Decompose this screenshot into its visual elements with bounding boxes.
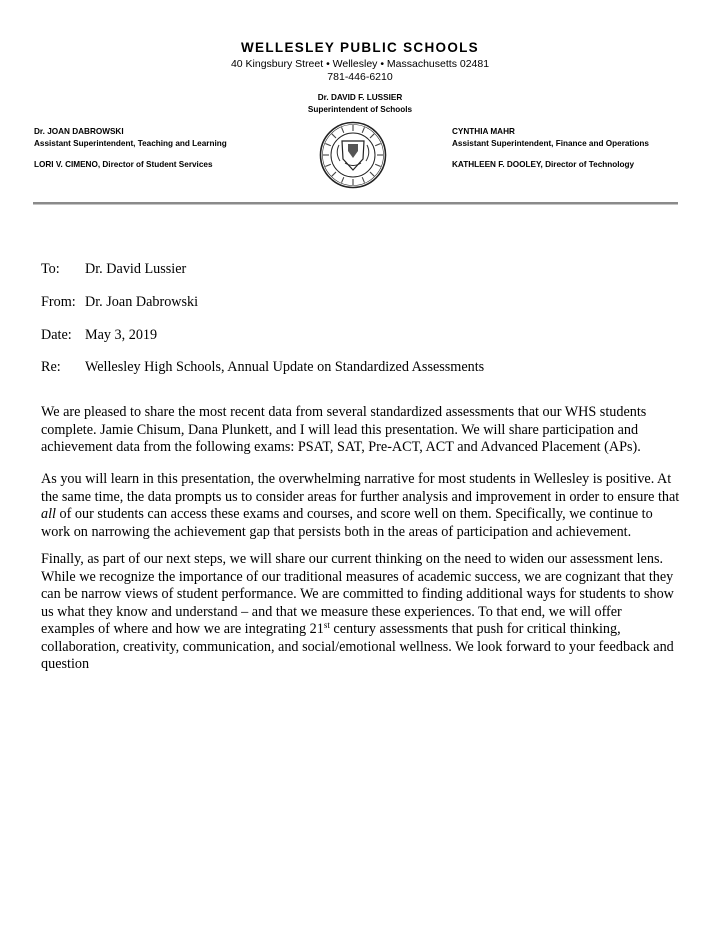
paragraph-line: collaboration, creativity, communication, and social/emotional wellness. We look forward to your feedback and xyxy=(41,638,674,655)
paragraph-line: We are pleased to share the most recent data from several standardized assessments that our WHS students xyxy=(41,404,647,420)
paragraph-line: achievement data from the following exams: PSAT, SAT, Pre-ACT, ACT and Advanced Placement (APs). xyxy=(41,439,641,455)
paragraph-line xyxy=(41,506,683,524)
memo-date-value: May 3, 2019 xyxy=(85,327,158,343)
staff-line-cimeno: LORI V. CIMENO, Director of Student Services xyxy=(34,160,213,169)
memo-from-value: Dr. Joan Dabrowski xyxy=(85,294,199,310)
memo-date xyxy=(41,327,157,344)
paragraph-line: can be narrow views of student performance. We are committed to finding additional ways for students to show xyxy=(41,586,674,602)
emphasis-all: all xyxy=(41,506,56,522)
staff-name-mahr: CYNTHIA MAHR xyxy=(452,127,515,136)
paragraph-line xyxy=(41,621,683,639)
paragraph-narrative xyxy=(41,471,683,541)
staff-line-dooley: KATHLEEN F. DOOLEY, Director of Technology xyxy=(452,160,635,169)
paragraph-line-start: examples of where and how we are integrating 21 xyxy=(41,621,324,637)
organization-name: WELLESLEY PUBLIC SCHOOLS xyxy=(241,40,479,55)
memo-to-value: Dr. David Lussier xyxy=(85,261,187,277)
memo-to-label: To: xyxy=(41,261,60,277)
memo-from-label: From: xyxy=(41,294,76,310)
organization-address: 40 Kingsbury Street • Wellesley • Massachusetts 02481 xyxy=(230,58,490,70)
memo-subject-value: Wellesley High Schools, Annual Update on Standardized Assessments xyxy=(85,359,485,375)
memo-date-label: Date: xyxy=(41,327,72,343)
paragraph-next-steps xyxy=(41,551,683,674)
paragraph-line: complete. Jamie Chisum, Dana Plunkett, and I will lead this presentation. We will share participation and xyxy=(41,421,639,438)
memo-subject xyxy=(41,359,484,376)
paragraph-line: Finally, as part of our next steps, we will share our current thinking on the need to widen our assessment lens. xyxy=(41,551,664,567)
superscript-st: st xyxy=(323,620,330,630)
superintendent-name: Dr. DAVID F. LUSSIER xyxy=(317,93,403,102)
paragraph-line-end: century assessments that push for critical thinking, xyxy=(329,621,621,637)
memo-from xyxy=(41,294,198,311)
organization-phone: 781-446-6210 xyxy=(327,71,393,83)
memo-to xyxy=(41,261,186,278)
school-seal-icon xyxy=(319,121,387,189)
superintendent-title: Superintendent of Schools xyxy=(307,105,413,114)
memo-subject-label: Re: xyxy=(41,359,61,375)
staff-name-dabrowski: Dr. JOAN DABROWSKI xyxy=(34,127,124,136)
staff-title-mahr: Assistant Superintendent, Finance and Operations xyxy=(452,139,649,148)
paragraph-line: question xyxy=(41,656,90,672)
paragraph-line: As you will learn in this presentation, the overwhelming narrative for most students in Wellesley is positive. At xyxy=(41,471,672,487)
paragraph-line-rest: of our students can access these exams and courses, and score well on them. Specifically, we continue to xyxy=(55,506,653,522)
paragraph-line: the same time, the data prompts us to consider areas for further analysis and improvement in order to ensure that xyxy=(41,488,680,505)
paragraph-line: us what they know and understand – and that we measure these experiences. To that end, we will offer xyxy=(41,603,622,620)
paragraph-line: work on narrowing the achievement gap that persists both in the areas of participation and achievement. xyxy=(41,523,632,540)
paragraph-line: While we recognize the importance of our traditional measures of academic success, we are cognizant that they xyxy=(41,568,674,585)
header-divider xyxy=(33,202,678,205)
paragraph-intro xyxy=(41,404,683,457)
staff-title-dabrowski: Assistant Superintendent, Teaching and Learning xyxy=(34,139,227,148)
